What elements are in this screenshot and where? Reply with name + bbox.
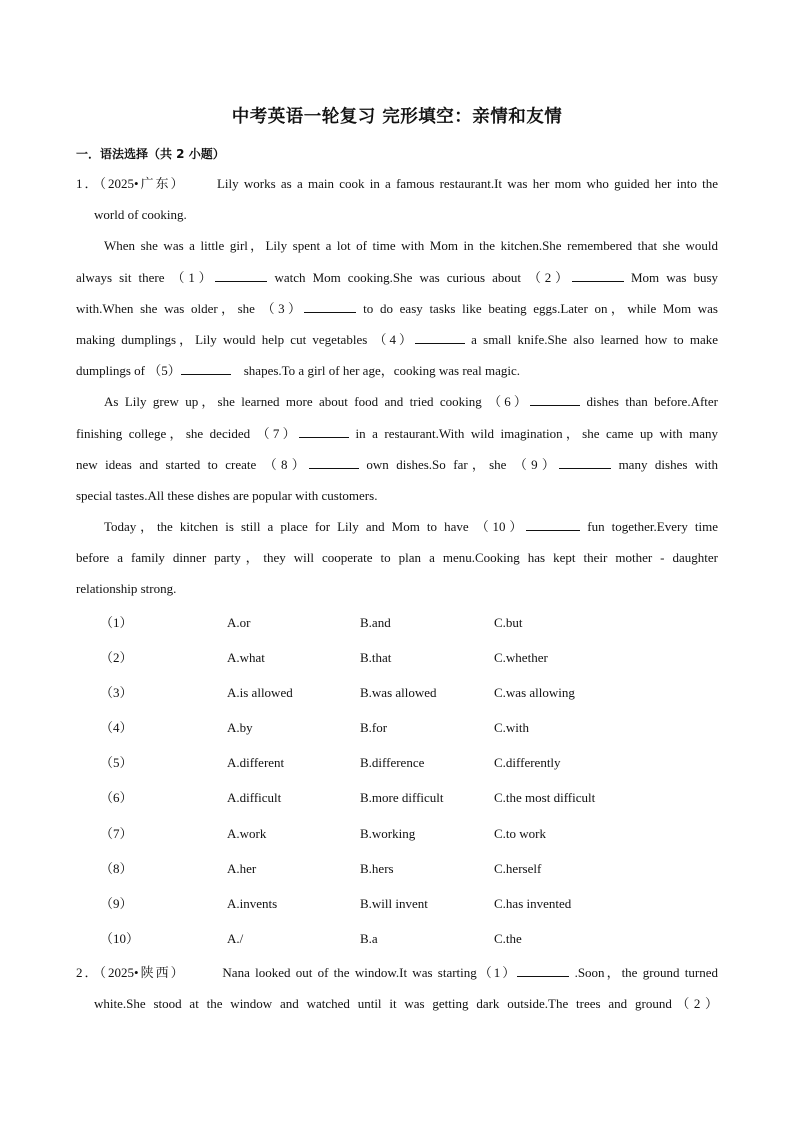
option-number: （10） bbox=[100, 930, 140, 946]
option-a[interactable]: A.what bbox=[227, 650, 265, 666]
option-row bbox=[76, 925, 718, 960]
option-number: （6） bbox=[100, 790, 133, 806]
option-row bbox=[76, 855, 718, 890]
q1-line: As Lily grew up，she learned more about food and tried cooking （6） dishes than before.After bbox=[104, 394, 718, 410]
option-b[interactable]: B.that bbox=[360, 650, 392, 666]
q1-line: world of cooking. bbox=[94, 207, 187, 223]
q1-line: relationship strong. bbox=[76, 581, 177, 597]
q1-line: When she was a little girl，Lily spent a lot of time with Mom in the kitchen.She remembered that she would bbox=[104, 238, 718, 254]
q2-number: 2． bbox=[76, 965, 100, 980]
option-a[interactable]: A./ bbox=[227, 930, 244, 946]
option-b[interactable]: B.will invent bbox=[360, 895, 428, 911]
option-a[interactable]: A.different bbox=[227, 755, 285, 771]
q1-line: before a family dinner party，they will cooperate to plan a menu.Cooking has kept their mother - daughter bbox=[76, 550, 718, 566]
option-row bbox=[76, 714, 718, 749]
option-c[interactable]: C.herself bbox=[494, 860, 542, 876]
option-number: （9） bbox=[100, 895, 133, 911]
blank-1[interactable] bbox=[215, 268, 267, 282]
option-a[interactable]: A.invents bbox=[227, 895, 278, 911]
option-a[interactable]: A.or bbox=[227, 615, 251, 630]
option-c[interactable]: C.but bbox=[494, 615, 523, 630]
page-title: 中考英语一轮复习 完形填空：亲情和友情 bbox=[231, 107, 563, 127]
q1-line: new ideas and started to create （8） own dishes.So far，she （9） many dishes with bbox=[76, 456, 718, 472]
question-1-passage bbox=[76, 168, 718, 605]
q1-line: dumplings of （5） shapes.To a girl of her age，cooking was real magic. bbox=[76, 363, 521, 379]
option-a[interactable]: A.by bbox=[227, 720, 253, 736]
q2-blank-1[interactable] bbox=[517, 963, 569, 977]
option-number: （4） bbox=[100, 720, 133, 736]
option-number: （1） bbox=[100, 615, 133, 630]
option-b[interactable]: B.was allowed bbox=[360, 685, 437, 701]
option-c[interactable]: C.with bbox=[494, 720, 530, 736]
question-2-passage bbox=[76, 957, 718, 1019]
blank-6[interactable] bbox=[530, 392, 580, 406]
blank-2[interactable] bbox=[572, 268, 624, 282]
option-a[interactable]: A.work bbox=[227, 825, 267, 841]
q2-line: 2．（2025•陕西） Nana looked out of the window.It was starting（1） .Soon，the ground turned bbox=[76, 965, 718, 980]
option-c[interactable]: C.the bbox=[494, 930, 522, 946]
option-c[interactable]: C.differently bbox=[494, 755, 561, 771]
option-a[interactable]: A.her bbox=[227, 860, 257, 876]
option-row bbox=[76, 749, 718, 784]
option-row bbox=[76, 609, 718, 644]
blank-5[interactable] bbox=[181, 361, 231, 375]
option-b[interactable]: B.for bbox=[360, 720, 388, 736]
blank-3[interactable] bbox=[304, 299, 356, 313]
option-row bbox=[76, 890, 718, 925]
blank-7[interactable] bbox=[299, 424, 349, 438]
q1-line: always sit there （1） watch Mom cooking.She was curious about （2） Mom was busy bbox=[76, 269, 718, 285]
option-b[interactable]: B.and bbox=[360, 615, 391, 630]
option-row bbox=[76, 679, 718, 714]
q1-line: special tastes.All these dishes are popular with customers. bbox=[76, 487, 378, 503]
blank-10[interactable] bbox=[526, 517, 580, 531]
option-number: （3） bbox=[100, 685, 133, 701]
option-b[interactable]: B.hers bbox=[360, 860, 394, 876]
q1-line: making dumplings，Lily would help cut vegetables （4） a small knife.She also learned how to make bbox=[76, 331, 718, 347]
q1-line: finishing college，she decided （7） in a restaurant.With wild imagination，she came up with many bbox=[76, 425, 718, 441]
q2-line: white.She stood at the window and watched until it was getting dark outside.The trees and ground（2） bbox=[94, 996, 718, 1012]
option-c[interactable]: C.to work bbox=[494, 825, 546, 841]
option-c[interactable]: C.the most difficult bbox=[494, 790, 596, 806]
q1-number: 1． bbox=[76, 176, 100, 191]
option-c[interactable]: C.has invented bbox=[494, 895, 572, 911]
option-number: （7） bbox=[100, 825, 133, 841]
option-c[interactable]: C.whether bbox=[494, 650, 548, 666]
option-row bbox=[76, 644, 718, 679]
option-b[interactable]: B.working bbox=[360, 825, 416, 841]
option-number: （2） bbox=[100, 650, 133, 666]
options-table bbox=[76, 609, 718, 960]
blank-8[interactable] bbox=[309, 455, 359, 469]
q1-source: （2025•广东） bbox=[99, 176, 186, 191]
option-row bbox=[76, 820, 718, 855]
q2-source: （2025•陕西） bbox=[99, 965, 186, 980]
blank-4[interactable] bbox=[415, 330, 465, 344]
option-b[interactable]: B.a bbox=[360, 930, 378, 946]
option-c[interactable]: C.was allowing bbox=[494, 685, 575, 701]
option-number: （5） bbox=[100, 755, 133, 771]
option-row bbox=[76, 784, 718, 819]
option-number: （8） bbox=[100, 860, 133, 876]
q1-line: 1．（2025•广东） Lily works as a main cook in a famous restaurant.It was her mom who guided her into the bbox=[76, 176, 718, 191]
option-a[interactable]: A.difficult bbox=[227, 790, 282, 806]
q1-line: Today，the kitchen is still a place for Lily and Mom to have （10） fun together.Every time bbox=[104, 519, 718, 535]
option-a[interactable]: A.is allowed bbox=[227, 685, 293, 701]
option-b[interactable]: B.difference bbox=[360, 755, 425, 771]
blank-9[interactable] bbox=[559, 455, 611, 469]
q1-line: with.When she was older，she （3） to do easy tasks like beating eggs.Later on，while Mom was bbox=[76, 300, 718, 316]
section-heading: 一．语法选择（共 2 小题） bbox=[76, 147, 225, 161]
option-b[interactable]: B.more difficult bbox=[360, 790, 444, 806]
